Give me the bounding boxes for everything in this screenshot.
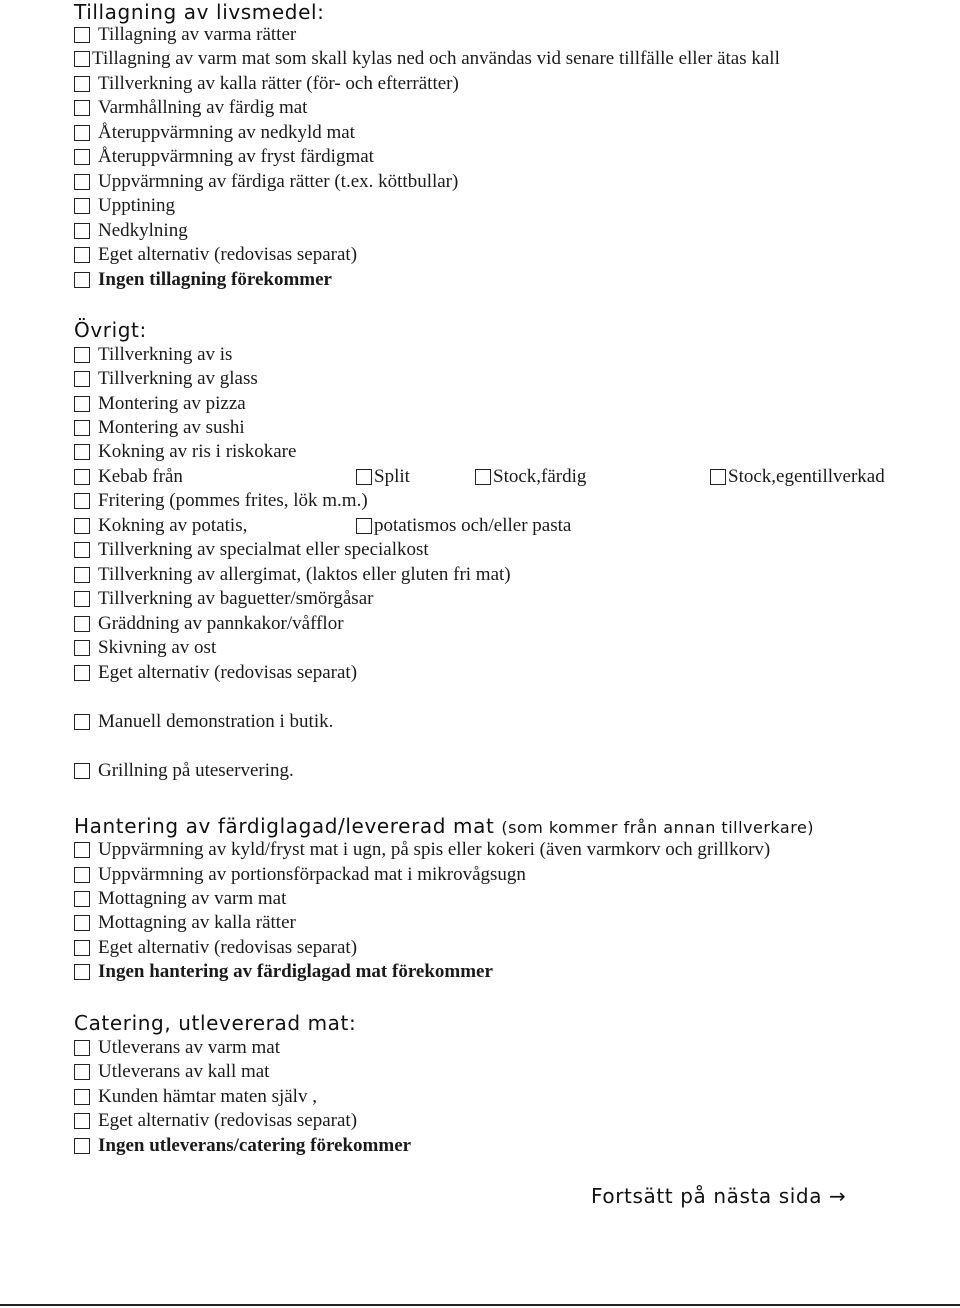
checkbox[interactable] <box>356 469 372 485</box>
checkbox-label: Eget alternativ (redovisas separat) <box>98 1110 358 1131</box>
checkbox-row-fritering[interactable] <box>74 490 368 512</box>
checkbox-row-utleverans-varm[interactable] <box>74 1037 280 1059</box>
checkbox-label: Mottagning av kalla rätter <box>98 912 296 933</box>
checkbox-row-upptining[interactable] <box>74 195 175 217</box>
checkbox-row-mottagning-varm[interactable] <box>74 888 286 910</box>
checkbox[interactable] <box>74 125 90 141</box>
checkbox[interactable] <box>74 493 90 509</box>
checkbox[interactable] <box>74 964 90 980</box>
checkbox[interactable] <box>475 469 491 485</box>
checkbox-row-eget-alternativ-catering[interactable] <box>74 1110 357 1132</box>
checkbox-label: Eget alternativ (redovisas separat) <box>98 244 358 265</box>
checkbox-row-specialmat[interactable] <box>74 539 429 561</box>
checkbox[interactable] <box>74 591 90 607</box>
checkbox-row-potatis[interactable] <box>74 515 674 537</box>
checkbox[interactable] <box>74 1064 90 1080</box>
checkbox-label: Montering av sushi <box>98 417 245 438</box>
checkbox-label: Tillverkning av specialmat eller specialkost <box>98 539 429 560</box>
checkbox-label: Uppvärmning av kyld/fryst mat i ugn, på spis eller kokeri (även varmkorv och grillkorv) <box>98 839 771 860</box>
checkbox[interactable] <box>74 640 90 656</box>
checkbox-label: Återuppvärmning av fryst färdigmat <box>98 146 374 167</box>
checkbox[interactable] <box>74 27 90 43</box>
checkbox-label: Tillverkning av kalla rätter (för- och efterrätter) <box>98 73 459 94</box>
checkbox-row-kunden-hamtar[interactable] <box>74 1086 317 1108</box>
checkbox-label: Kebab från <box>98 466 183 487</box>
checkbox-row-ateruppvarmning-nedkyld[interactable] <box>74 122 355 144</box>
checkbox[interactable] <box>74 174 90 190</box>
checkbox-label: Gräddning av pannkakor/våfflor <box>98 613 344 634</box>
checkbox[interactable] <box>74 420 90 436</box>
checkbox-label: Ingen tillagning förekommer <box>98 269 332 290</box>
checkbox-label: potatismos och/eller pasta <box>374 515 572 536</box>
checkbox-row-sushi[interactable] <box>74 417 245 439</box>
checkbox-row-varm-mat-kylas[interactable] <box>74 48 780 70</box>
checkbox-label: Ingen utleverans/catering förekommer <box>98 1135 412 1156</box>
checkbox-label: Tillverkning av glass <box>98 368 258 389</box>
checkbox-label: Stock,färdig <box>493 466 587 487</box>
checkbox-label: Uppvärmning av färdiga rätter (t.ex. köttbullar) <box>98 171 459 192</box>
checkbox-row-is[interactable] <box>74 344 232 366</box>
checkbox[interactable] <box>74 518 90 534</box>
checkbox-row-kebab[interactable] <box>74 466 904 488</box>
checkbox-label: Mottagning av varm mat <box>98 888 287 909</box>
checkbox[interactable] <box>74 567 90 583</box>
checkbox[interactable] <box>74 444 90 460</box>
checkbox-row-utleverans-kall[interactable] <box>74 1061 269 1083</box>
checkbox-row-varma-ratter[interactable] <box>74 24 296 46</box>
checkbox-label: Ingen hantering av färdiglagad mat förekommer <box>98 961 493 982</box>
checkbox-row-glass[interactable] <box>74 368 258 390</box>
kebab-option-stock-egentillverkad[interactable] <box>710 466 885 488</box>
checkbox-row-demonstration[interactable] <box>74 711 333 733</box>
checkbox[interactable] <box>710 469 726 485</box>
checkbox-row-ingen-utleverans[interactable] <box>74 1135 411 1157</box>
checkbox[interactable] <box>74 469 90 485</box>
checkbox-label: Eget alternativ (redovisas separat) <box>98 662 358 683</box>
checkbox-row-baguetter[interactable] <box>74 588 373 610</box>
checkbox[interactable] <box>74 714 90 730</box>
checkbox[interactable] <box>74 665 90 681</box>
kebab-option-split[interactable] <box>356 466 410 488</box>
checkbox[interactable] <box>74 1138 90 1154</box>
checkbox-label: Tillagning av varm mat som skall kylas ned och användas vid senare tillfälle eller ätas kall <box>92 48 780 69</box>
checkbox-label: Tillagning av varma rätter <box>98 24 297 45</box>
checkbox-row-grillning[interactable] <box>74 760 294 782</box>
checkbox[interactable] <box>74 915 90 931</box>
checkbox-row-ingen-tillagning[interactable] <box>74 269 332 291</box>
checkbox[interactable] <box>74 223 90 239</box>
checkbox-row-pannkakor[interactable] <box>74 613 344 635</box>
checkbox-row-allergimat[interactable] <box>74 564 511 586</box>
continue-next-page-text: Fortsätt på nästa sida → <box>591 1184 847 1208</box>
checkbox-label: Tillverkning av is <box>98 344 233 365</box>
kebab-option-stock-fardig[interactable] <box>475 466 586 488</box>
checkbox[interactable] <box>74 842 90 858</box>
checkbox[interactable] <box>74 891 90 907</box>
section-title-other: Övrigt: <box>74 318 147 342</box>
section-title-food-prep: Tillagning av livsmedel: <box>74 0 325 24</box>
section-title-handling <box>74 814 814 838</box>
section-title-handling-main: Hantering av färdiglagad/levererad mat <box>74 814 495 838</box>
checkbox-label: Skivning av ost <box>98 637 217 658</box>
checkbox[interactable] <box>74 542 90 558</box>
checkbox[interactable] <box>74 149 90 165</box>
checkbox-label: Tillverkning av baguetter/smörgåsar <box>98 588 374 609</box>
checkbox-row-uppvarmning-fardiga[interactable] <box>74 171 458 193</box>
checkbox-label: Manuell demonstration i butik. <box>98 711 334 732</box>
checkbox[interactable] <box>74 76 90 92</box>
checkbox-label: Uppvärmning av portionsförpackad mat i mikrovågsugn <box>98 864 526 885</box>
checkbox-label: Grillning på uteservering. <box>98 760 294 781</box>
checkbox-label: Split <box>374 466 410 487</box>
checkbox-label: Kokning av potatis, <box>98 515 248 536</box>
checkbox-label: Montering av pizza <box>98 393 246 414</box>
checkbox-row-eget-alternativ-ovrigt[interactable] <box>74 662 357 684</box>
section-title-handling-sub: (som kommer från annan tillverkare) <box>501 818 815 837</box>
checkbox[interactable] <box>74 1113 90 1129</box>
checkbox-row-kalla-ratter[interactable] <box>74 73 459 95</box>
checkbox-row-uppvarmning-ugn[interactable] <box>74 839 770 861</box>
checkbox-row-mottagning-kalla[interactable] <box>74 912 296 934</box>
checkbox-row-eget-alternativ[interactable] <box>74 244 357 266</box>
checkbox-row-nedkylning[interactable] <box>74 220 188 242</box>
footer-divider <box>0 1304 960 1306</box>
checkbox[interactable] <box>356 518 372 534</box>
checkbox[interactable] <box>74 51 90 67</box>
checkbox[interactable] <box>74 616 90 632</box>
checkbox-label: Fritering (pommes frites, lök m.m.) <box>98 490 368 511</box>
section-title-catering: Catering, utlevererad mat: <box>74 1011 357 1035</box>
checkbox[interactable] <box>74 940 90 956</box>
checkbox-label: Nedkylning <box>98 220 188 241</box>
checkbox-label: Stock,egentillverkad <box>728 466 885 487</box>
checkbox-label: Tillverkning av allergimat, (laktos eller gluten fri mat) <box>98 564 511 585</box>
checkbox-row-ingen-hantering[interactable] <box>74 961 493 983</box>
checkbox-label: Varmhållning av färdig mat <box>98 97 308 118</box>
checkbox-row-mikrovagsugn[interactable] <box>74 864 526 886</box>
checkbox[interactable] <box>74 198 90 214</box>
checkbox-row-ost[interactable] <box>74 637 216 659</box>
checkbox-label: Utleverans av varm mat <box>98 1037 281 1058</box>
checkbox-row-pizza[interactable] <box>74 393 246 415</box>
checkbox-label: Kunden hämtar maten själv , <box>98 1086 317 1107</box>
checkbox-label: Utleverans av kall mat <box>98 1061 270 1082</box>
checkbox[interactable] <box>74 347 90 363</box>
checkbox-row-eget-alternativ-hantering[interactable] <box>74 937 357 959</box>
checkbox-row-ris[interactable] <box>74 441 296 463</box>
checkbox-row-varmhallning[interactable] <box>74 97 307 119</box>
checkbox-label: Upptining <box>98 195 176 216</box>
checkbox[interactable] <box>74 1089 90 1105</box>
checkbox-label: Eget alternativ (redovisas separat) <box>98 937 358 958</box>
checkbox[interactable] <box>74 396 90 412</box>
checkbox[interactable] <box>74 100 90 116</box>
checkbox-label: Återuppvärmning av nedkyld mat <box>98 122 355 143</box>
checkbox[interactable] <box>74 247 90 263</box>
checkbox-label: Kokning av ris i riskokare <box>98 441 297 462</box>
checkbox-row-ateruppvarmning-fryst[interactable] <box>74 146 374 168</box>
checkbox[interactable] <box>74 272 90 288</box>
checkbox[interactable] <box>74 763 90 779</box>
checkbox[interactable] <box>74 1040 90 1056</box>
checkbox[interactable] <box>74 867 90 883</box>
potato-option-mos-pasta[interactable] <box>356 515 571 537</box>
checkbox[interactable] <box>74 371 90 387</box>
